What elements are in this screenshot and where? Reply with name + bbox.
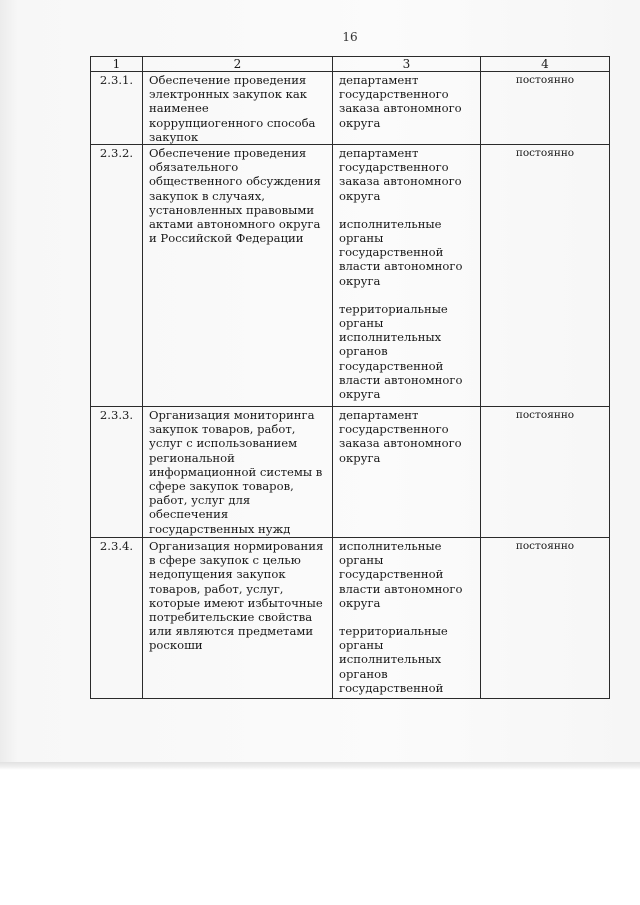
row-executors bbox=[333, 72, 481, 145]
executor: департамент государственного заказа автономного округа bbox=[339, 146, 462, 203]
executor: департамент государственного заказа автономного округа bbox=[339, 73, 462, 130]
measures-table bbox=[90, 56, 610, 699]
row-number: 2.3.2. bbox=[91, 145, 143, 407]
row-deadline: постоянно bbox=[481, 407, 610, 538]
row-measure: Организация нормирования в сфере закупок с целью недопущения закупок товаров, работ, услуг, которые имеют избыточные потребительские свойства или являются предметами роскоши bbox=[143, 538, 333, 699]
row-deadline: постоянно bbox=[481, 72, 610, 145]
row-executors bbox=[333, 407, 481, 538]
executor: исполнительные органы государственной власти автономного округа bbox=[339, 539, 463, 610]
executor: исполнительные органы государственной власти автономного округа bbox=[339, 216, 463, 288]
table-row bbox=[91, 145, 610, 407]
row-number: 2.3.3. bbox=[91, 407, 143, 538]
row-number: 2.3.4. bbox=[91, 538, 143, 699]
column-header-deadline: 4 bbox=[481, 57, 610, 72]
row-executors bbox=[333, 538, 481, 699]
table-row bbox=[91, 538, 610, 699]
executor: территориальные органы исполнительных органов государственной власти автономного округа bbox=[339, 301, 463, 402]
row-measure: Обеспечение проведения электронных закупок как наименее коррупциогенного способа закупок bbox=[143, 72, 333, 145]
executor: департамент государственного заказа автономного округа bbox=[339, 408, 462, 465]
row-number: 2.3.1. bbox=[91, 72, 143, 145]
row-deadline: постоянно bbox=[481, 145, 610, 407]
row-measure: Обеспечение проведения обязательного общественного обсуждения закупок в случаях, установленных правовыми актами автономного округа и Российской Федерации bbox=[143, 145, 333, 407]
row-executors bbox=[333, 145, 481, 407]
row-deadline: постоянно bbox=[481, 538, 610, 699]
row-measure: Организация мониторинга закупок товаров, работ, услуг с использованием региональной информационной системы в сфере закупок товаров, работ, услуг для обеспечения государственных нужд bbox=[143, 407, 333, 538]
executor: территориальные органы исполнительных органов государственной bbox=[339, 624, 448, 695]
column-header-measure: 2 bbox=[143, 57, 333, 72]
table-row bbox=[91, 407, 610, 538]
page-number: 16 bbox=[342, 30, 358, 44]
table-header-row bbox=[91, 57, 610, 72]
table-row bbox=[91, 72, 610, 145]
column-header-number: 1 bbox=[91, 57, 143, 72]
column-header-executors: 3 bbox=[333, 57, 481, 72]
scan-bottom-edge bbox=[0, 762, 640, 770]
